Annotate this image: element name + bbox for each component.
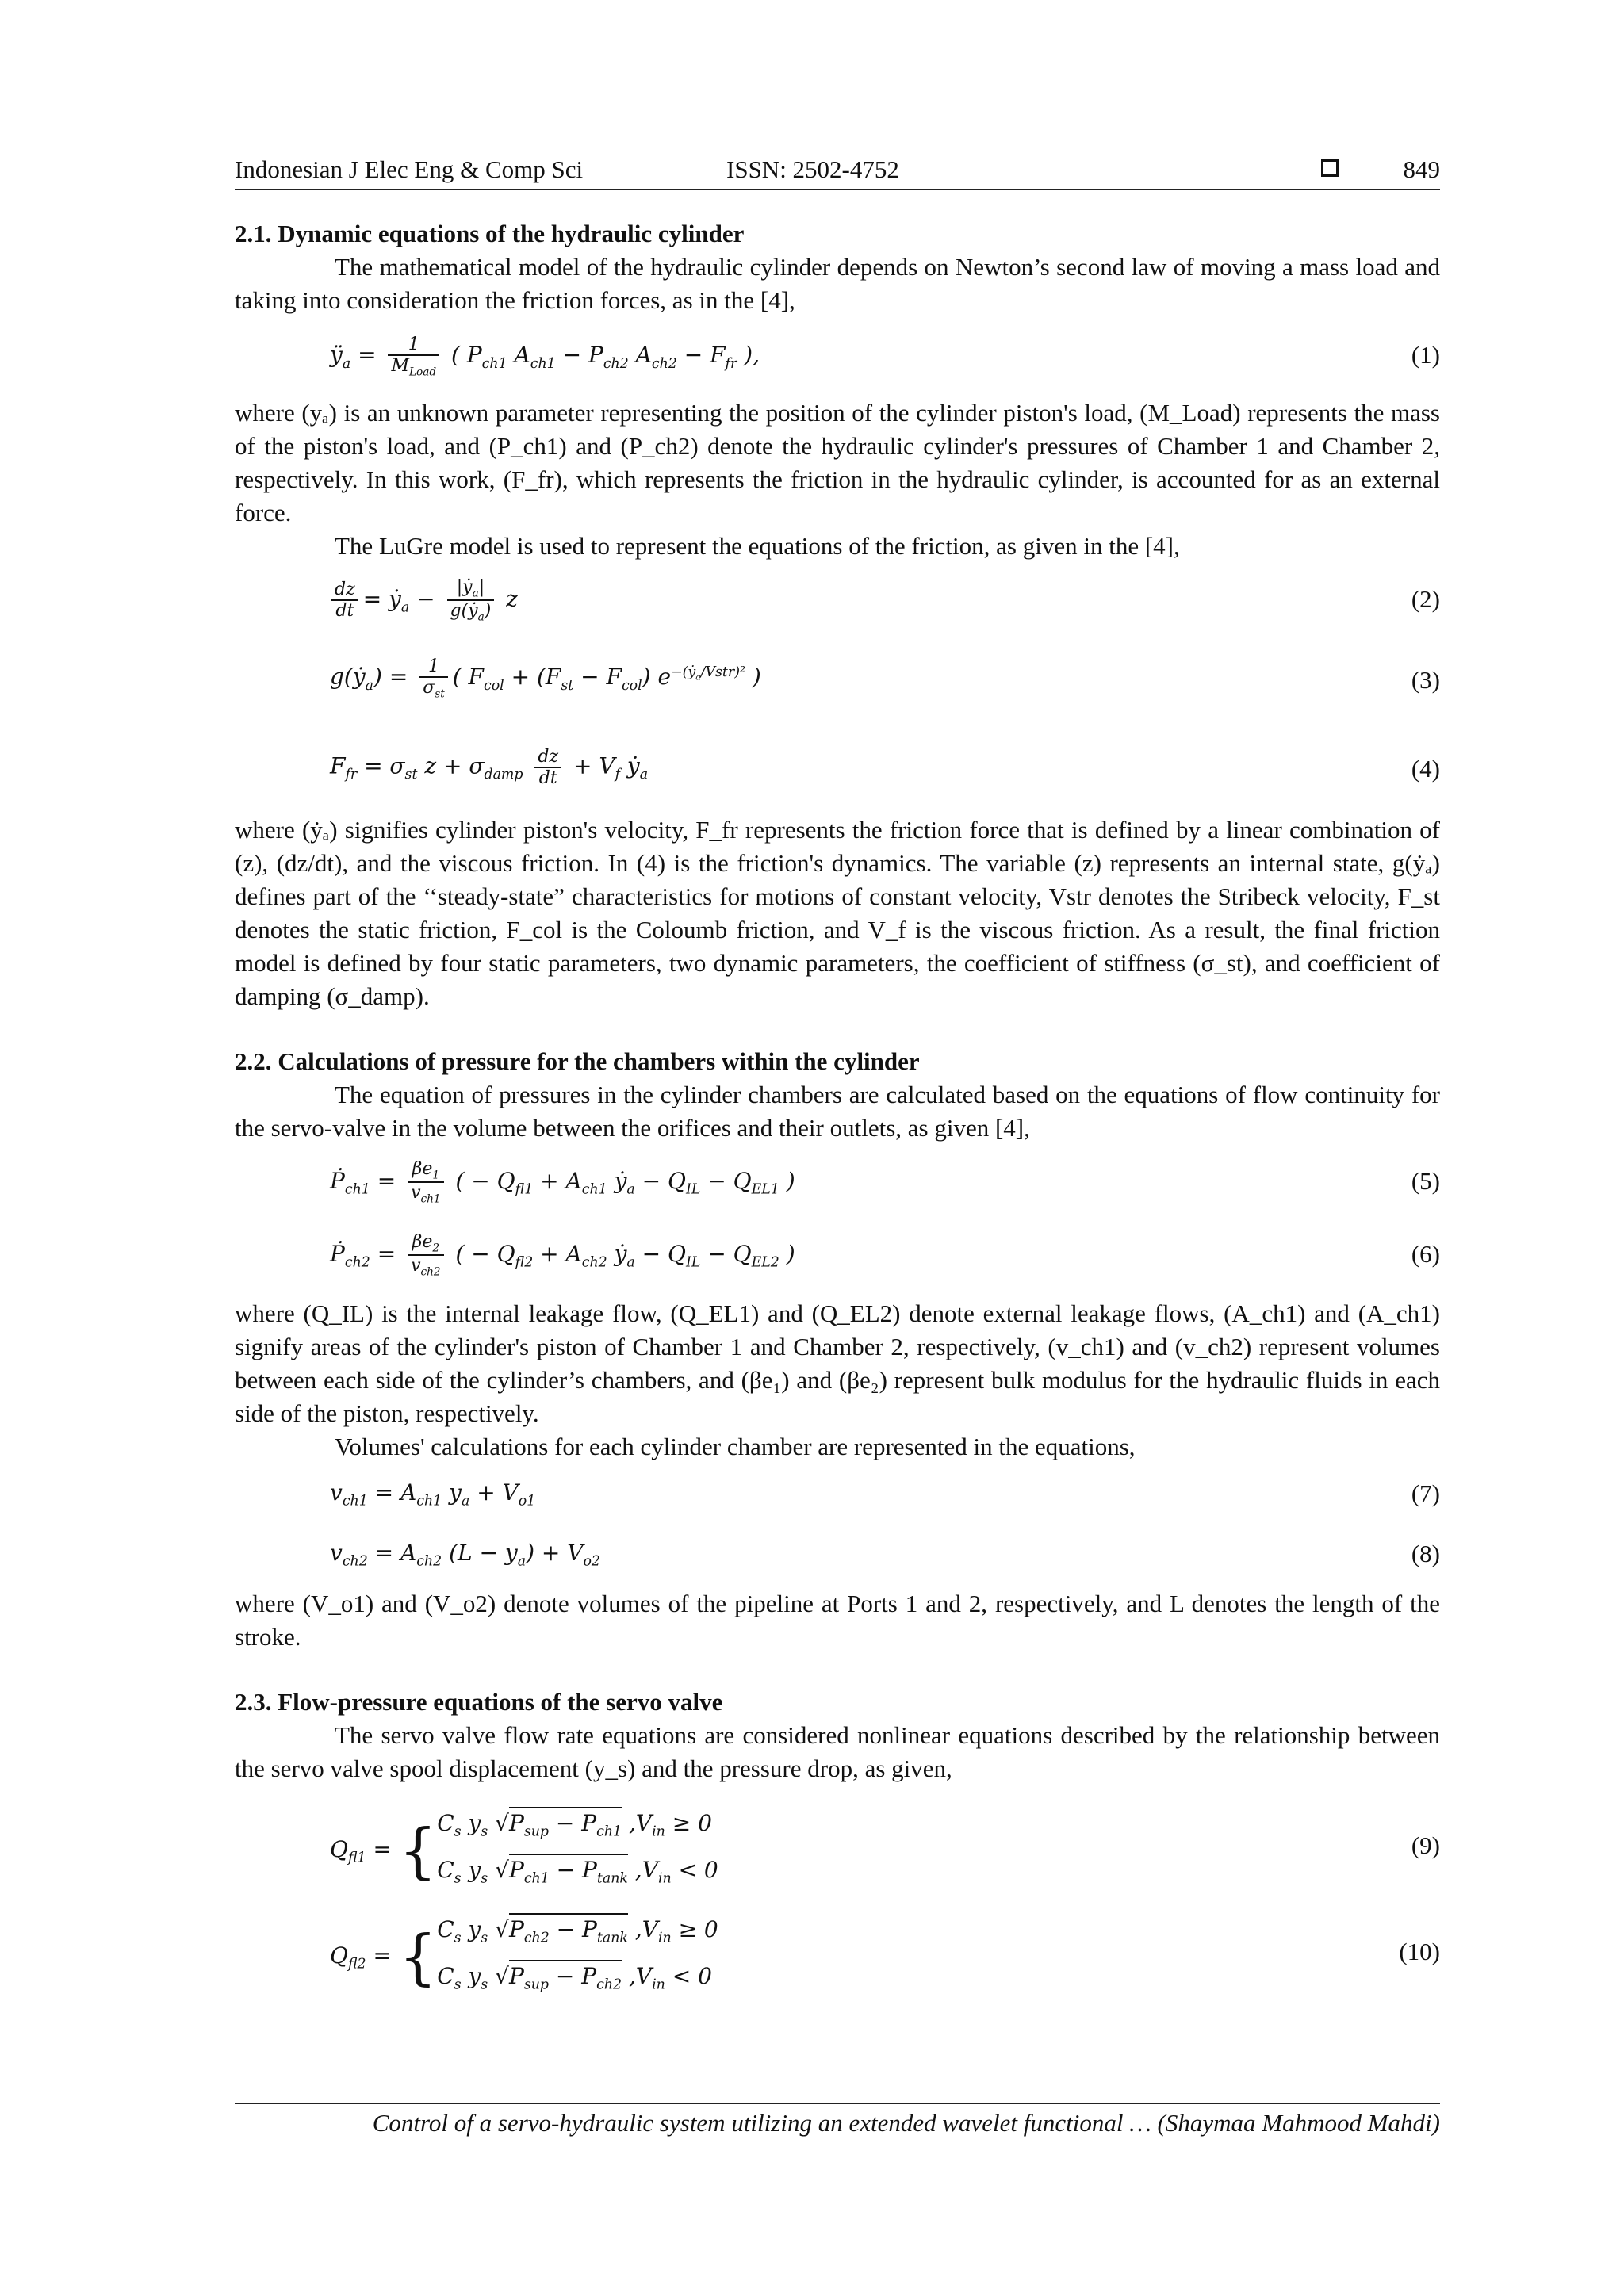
paragraph: The mathematical model of the hydraulic cylinder depends on Newton’s second law of moving a mass load and taking into consideration the friction forces, as in the [4], xyxy=(235,253,1440,314)
issn: ISSN: 2502-4752 xyxy=(726,155,899,183)
paragraph: where (V_o1) and (V_o2) denote volumes of the pipeline at Ports 1 and 2, respectively, and L denotes the length of the stroke. xyxy=(235,1590,1440,1651)
equation-number: (3) xyxy=(1411,666,1440,694)
square-icon xyxy=(1321,159,1339,177)
equation-number: (9) xyxy=(1411,1831,1440,1859)
equation-3: g(ẏ$_a$) = $\frac{1}{\sigma_{st}}$ ( $F_{col} + (F_{st} - F_{col})$ $e^{-(ẏ_a/Vstr)^2}$ ) (3) xyxy=(330,656,1440,701)
section-heading-2-2: 2.2. Calculations of pressure for the chambers within the cylinder xyxy=(235,1047,920,1075)
equation-number: (4) xyxy=(1411,755,1440,783)
page-number: 849 xyxy=(1403,155,1440,183)
journal-name: Indonesian J Elec Eng & Comp Sci xyxy=(235,155,584,183)
paragraph: where (Q_IL) is the internal leakage flow, (Q_EL1) and (Q_EL2) denote external leakage flows, (A_ch1) and (A_ch1) signify areas of the cylinder's piston of Chamber 1 and Chamber 2, respectively, (v_ch1) and (v_ch2) represent volumes between each side of the cylinder’s chambers, and (βe₁) and (βe₂) represent bulk modulus for the hydraulic fluids in each side of the piston, respectively. xyxy=(235,1299,1440,1427)
section-heading-2-1: 2.1. Dynamic equations of the hydraulic cylinder xyxy=(235,220,745,247)
paragraph: where (ẏₐ) signifies cylinder piston's velocity, F_fr represents the friction force that is defined by a linear combination of (z), (dz/dt), and the viscous friction. In (4) is the friction's dynamics. The variable (z) represents an internal state, g(ẏₐ) defines part of the ‘‘steady-state” characteristics for motions of constant velocity, Vstr denotes the Stribeck velocity, F_st denotes the static friction, F_col is the Coloumb friction, and V_f is the viscous friction. As a result, the final friction model is defined by four static parameters, two dynamic parameters, the coefficient of stiffness (σ_st), and coefficient of damping (σ_damp). xyxy=(235,816,1440,1010)
page xyxy=(235,151,1440,2007)
equation-2: $\frac{dz}{dt}$ = ẏ$_a$ − $\frac{|ẏ_a|}{g(ẏ_a)}$ z (2) xyxy=(235,563,1440,639)
equation-7: $v_{ch1} = A_{ch1}$ $y_a + V_{o1}$ (7) xyxy=(330,1479,1440,1510)
running-header xyxy=(235,151,1440,190)
paragraph: where (yₐ) is an unknown parameter representing the position of the cylinder piston's load, (M_Load) represents the mass of the piston's load, and (P_ch1) and (P_ch2) denote the hydraulic cylinder's pressures of Chamber 1 and Chamber 2, respectively. In this work, (F_fr), which represents the friction in the hydraulic cylinder, is accounted for as an external force. xyxy=(235,399,1440,526)
equation-number: (2) xyxy=(1411,585,1440,613)
section-heading-2-3: 2.3. Flow-pressure equations of the servo valve xyxy=(235,1688,723,1716)
equation-10: $Q_{fl2} = \{C_s$ $y_s$ $√P_{ch2} - P_{tank}$ $,V_{in} \ge 0$ $C_s$ $y_s$ $√P_{sup} - P_{ch2}$ $,V_{in} < 0$ (10) xyxy=(235,1904,1440,2007)
equation-4: $F_{fr} = \sigma_{st}$ $z + \sigma_{damp}$ $\frac{dz}{dt}$ + $V_f$ ẏ$_a$ (4) xyxy=(330,747,1440,788)
running-footer: Control of a servo-hydraulic system utilizing an extended wavelet functional … (Shaymaa Mahmood Mahdi) xyxy=(235,2103,1440,2137)
equation-number: (10) xyxy=(1399,1938,1440,1965)
equation-5: Ṗ$_{ch1}$ = $\frac{\beta e_1}{v_{ch1}}$ ( − $Q_{fl1} + A_{ch1}$ ẏ$_a$ − $Q_{IL} - Q_{EL1}$ ) (5) xyxy=(330,1159,1440,1206)
equation-number: (6) xyxy=(1411,1240,1440,1268)
paragraph: The LuGre model is used to represent the equations of the friction, as given in the [4], xyxy=(335,532,1180,560)
equation-9: $Q_{fl1} = \{C_s$ $y_s$ $√P_{sup} - P_{ch1}$ $,V_{in} \ge 0$ $C_s$ $y_s$ $√P_{ch1} - P_{tank}$ $,V_{in} < 0$ (9) xyxy=(235,1785,1440,1904)
equation-8: $v_{ch2} = A_{ch2}$ $(L - y_a) + V_{o2}$ (8) xyxy=(330,1540,1440,1570)
equation-number: (7) xyxy=(1411,1479,1440,1507)
paragraph: Volumes' calculations for each cylinder chamber are represented in the equations, xyxy=(335,1433,1136,1460)
equation-number: (1) xyxy=(1411,341,1440,369)
paragraph: The equation of pressures in the cylinder chambers are calculated based on the equations of flow continuity for the servo-valve in the volume between the orifices and their outlets, as given [4], xyxy=(235,1081,1440,1142)
equation-1: $ÿ_a$ = $\frac{1}{M_{Load}}$ ( $P_{ch1}$ $A_{ch1} - P_{ch2}$ $A_{ch2} - F_{fr}$ ), (1) xyxy=(330,335,1440,379)
paragraph: The servo valve flow rate equations are considered nonlinear equations described by the relationship between the servo valve spool displacement (y_s) and the pressure drop, as given, xyxy=(235,1721,1440,1782)
equation-number: (8) xyxy=(1411,1540,1440,1567)
equation-number: (5) xyxy=(1411,1167,1440,1195)
equation-6: Ṗ$_{ch2}$ = $\frac{\beta e_2}{v_{ch2}}$ ( − $Q_{fl2} + A_{ch2}$ ẏ$_a$ − $Q_{IL} - Q_{EL2}$ ) (6) xyxy=(330,1232,1440,1279)
